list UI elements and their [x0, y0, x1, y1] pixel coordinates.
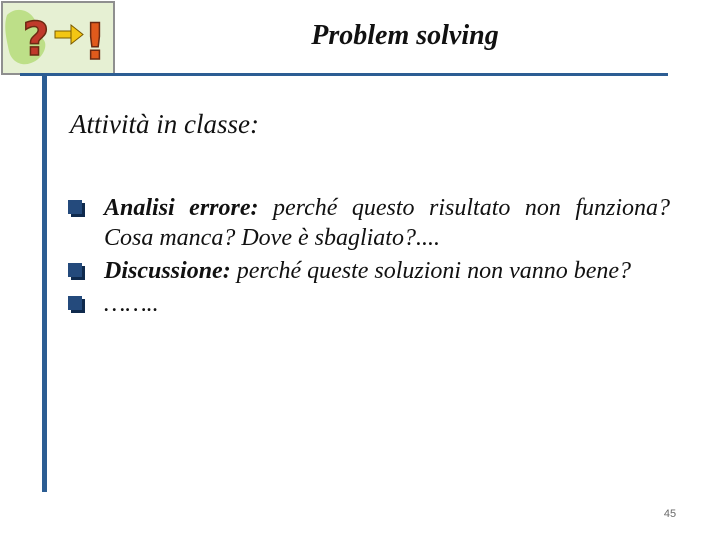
bullet-text: perché queste soluzioni non vanno bene?: [230, 258, 632, 284]
svg-text:?: ?: [22, 12, 50, 66]
page-number: 45: [663, 508, 677, 520]
title-underline: [20, 73, 668, 76]
bullet-text: ……..: [104, 291, 159, 317]
slide-title: Problem solving: [311, 20, 499, 51]
bullet-term: Analisi errore:: [104, 195, 259, 221]
slide-subtitle: Attività in classe:: [70, 109, 259, 139]
bullet-text: perché questo risultato non funziona? Cosa manca? Dove è sbagliato?....: [104, 195, 671, 251]
bullet-item-discussione: [68, 256, 670, 286]
checkbox-bullet-icon: [68, 200, 85, 217]
question-to-exclamation-icon: [3, 3, 113, 73]
bullet-item-analisi-errore: [68, 193, 670, 253]
bullet-list: [68, 193, 670, 322]
svg-text:!: !: [83, 13, 107, 71]
bullet-item-ellipsis: [68, 289, 670, 319]
checkbox-bullet-icon: [68, 263, 85, 280]
left-vertical-rule: [42, 76, 47, 492]
bullet-term: Discussione:: [104, 258, 231, 284]
logo: [1, 1, 115, 75]
checkbox-bullet-icon: [68, 296, 85, 313]
